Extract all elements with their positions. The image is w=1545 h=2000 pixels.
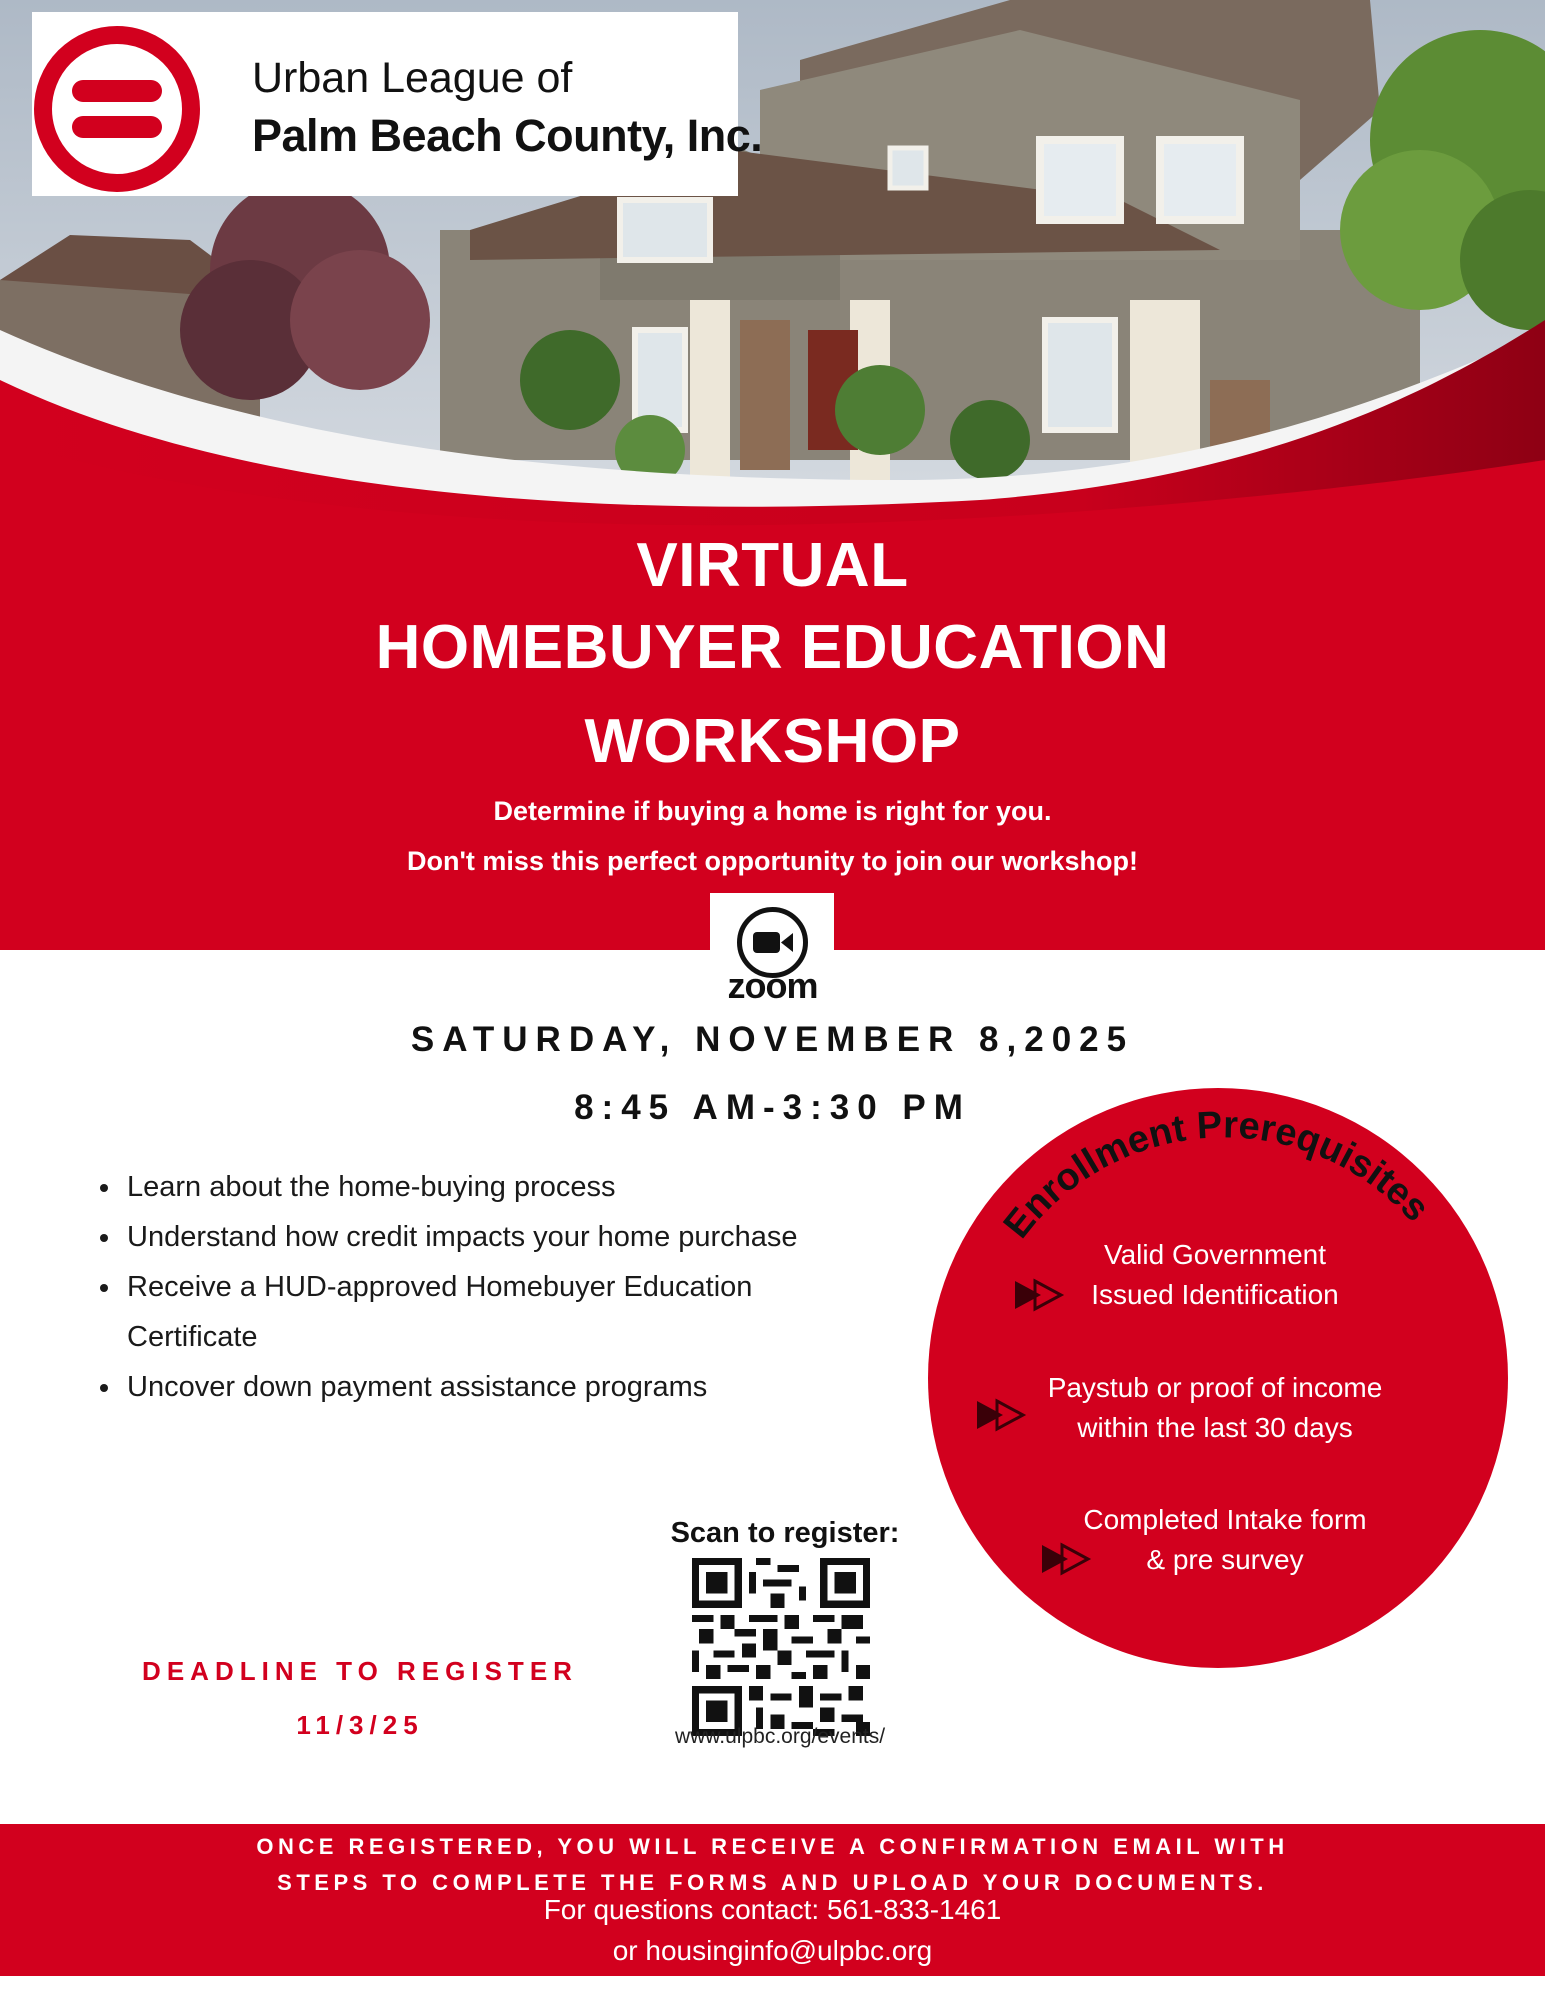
benefit-item: • Learn about the home-buying process [123,1162,803,1212]
org-name-line1: Urban League of [252,54,573,102]
prereq-intake [1035,1500,1415,1580]
registration-qr-code[interactable] [692,1558,870,1736]
registration-url[interactable]: www.ulpbc.org/events/ [674,1725,886,1748]
benefits-list [95,1162,803,1412]
urban-league-equality-icon [32,24,202,194]
prereq-income-line1: Paystub or proof of income [1047,1372,1383,1403]
org-name-line2: Palm Beach County, Inc. [252,110,763,161]
benefit-item: • Receive a HUD-approved Homebuyer Education Certificate [123,1262,803,1362]
tagline-line2: Don't miss this perfect opportunity to join our workshop! [407,846,1138,876]
event-time: 8:45 AM-3:30 PM [574,1088,971,1127]
benefit-item: • Understand how credit impacts your home purchase [123,1212,803,1262]
svg-text:Enrollment Prerequisites [996,1104,1437,1246]
scan-to-register-label: Scan to register: [670,1517,900,1549]
event-date: SATURDAY, NOVEMBER 8,2025 [410,1020,1135,1059]
benefit-item: • Uncover down payment assistance programs [123,1362,803,1412]
deadline-label: DEADLINE TO REGISTER [142,1656,578,1686]
footer-confirmation-line1: ONCE REGISTERED, YOU WILL RECEIVE A CONFIRMATION EMAIL WITH [256,1834,1289,1859]
prerequisites-title-text: Enrollment Prerequisites [995,1104,1438,1247]
headline-workshop: WORKSHOP [584,707,961,776]
prereq-income-line2: within the last 30 days [1077,1412,1353,1443]
prereq-intake-line2: & pre survey [1146,1544,1304,1575]
double-arrow-icon [1013,1278,1065,1312]
prereq-id-line2: Issued Identification [1091,1279,1339,1310]
footer-confirmation-line2: STEPS TO COMPLETE THE FORMS AND UPLOAD YOUR DOCUMENTS. [277,1870,1268,1895]
double-arrow-icon [975,1398,1027,1432]
prereq-id [1025,1235,1405,1315]
double-arrow-icon [1040,1542,1092,1576]
zoom-logo-text: zoom [727,965,818,1006]
org-logo [32,12,763,196]
prereq-intake-line1: Completed Intake form [1083,1504,1367,1535]
tagline-line1: Determine if buying a home is right for you. [493,796,1052,826]
headline-homebuyer-education: HOMEBUYER EDUCATION [375,613,1170,682]
headline-virtual: VIRTUAL [636,531,909,600]
prereq-income [1025,1368,1405,1448]
contact-phone: For questions contact: 561-833-1461 [543,1894,1002,1925]
prereq-id-line1: Valid Government [1103,1239,1327,1270]
contact-email[interactable]: or housinginfo@ulpbc.org [612,1935,933,1966]
deadline-date: 11/3/25 [296,1710,424,1740]
